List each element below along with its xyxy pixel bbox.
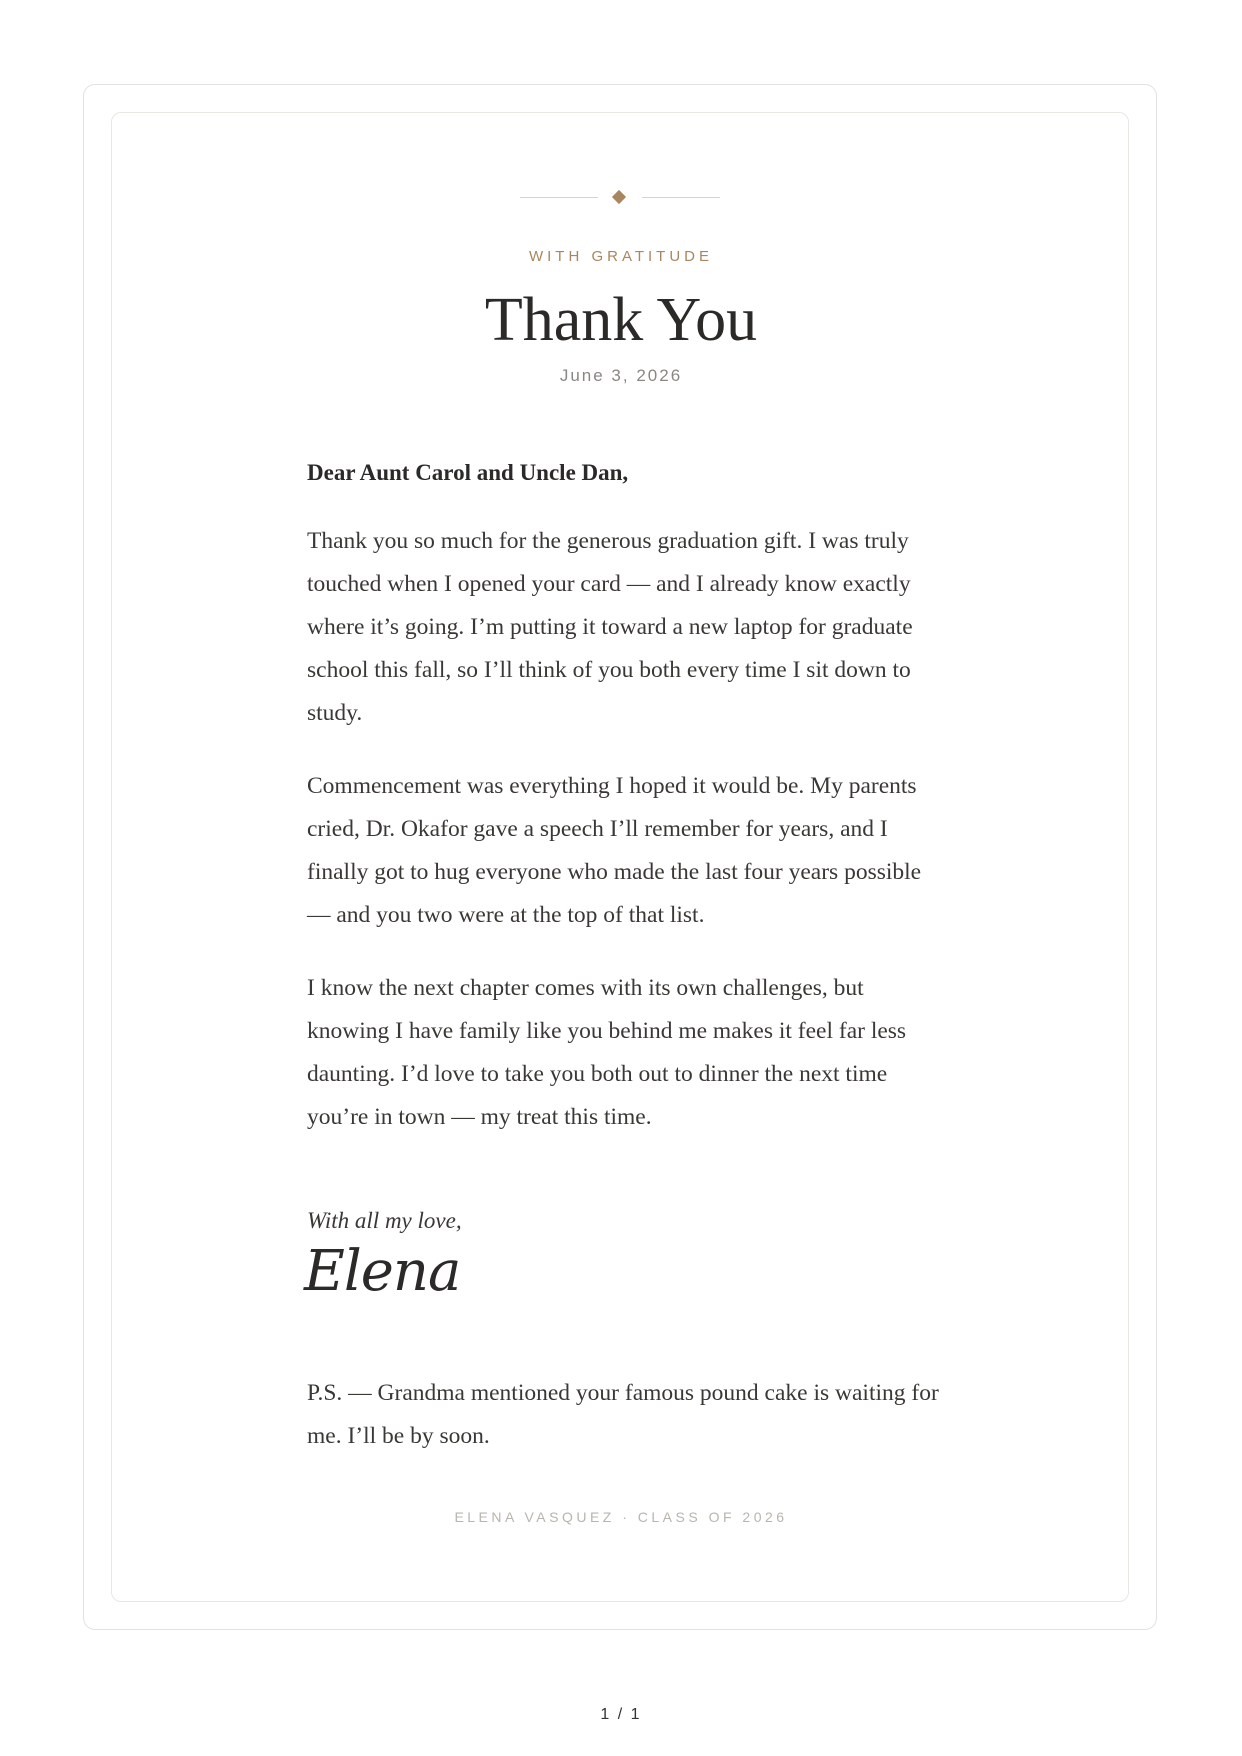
divider-ornament: [0, 189, 1242, 207]
paragraph-3: I know the next chapter comes with its own challenges, but knowing I have family like you behind me makes it feel far less daunting. I’d love to take you both out to dinner the next time you’re in town — my treat this time.: [307, 975, 907, 1130]
page-indicator: 1 / 1: [600, 1706, 642, 1723]
letter-date: June 3, 2026: [559, 366, 683, 385]
footer-text: ELENA VASQUEZ · CLASS OF 2026: [454, 1509, 788, 1525]
closing-line: With all my love,: [307, 1208, 462, 1233]
postscript: P.S. — Grandma mentioned your famous pound cake is waiting for me. I’ll be by soon.: [307, 1380, 939, 1449]
eyebrow-label: WITH GRATITUDE: [528, 248, 714, 265]
signature: Elena: [304, 1239, 461, 1304]
paragraph-2: Commencement was everything I hoped it would be. My parents cried, Dr. Okafor gave a speech I’ll remember for years, and I finally got to hug everyone who made the last four years possible — and you two were at the top of that list.: [307, 773, 922, 928]
diamond-icon: [612, 190, 626, 204]
page-title: Thank You: [484, 286, 758, 354]
ornament-rule-left: [520, 197, 598, 198]
ornament-rule-right: [642, 197, 720, 198]
letter-body: [307, 456, 947, 1169]
paragraph-1: Thank you so much for the generous graduation gift. I was truly touched when I opened your card — and I already know exactly where it’s going. I’m putting it toward a new laptop for graduate school this fall, so I’ll think of you both every time I sit down to study.: [307, 528, 913, 726]
salutation: Dear Aunt Carol and Uncle Dan,: [307, 460, 629, 485]
